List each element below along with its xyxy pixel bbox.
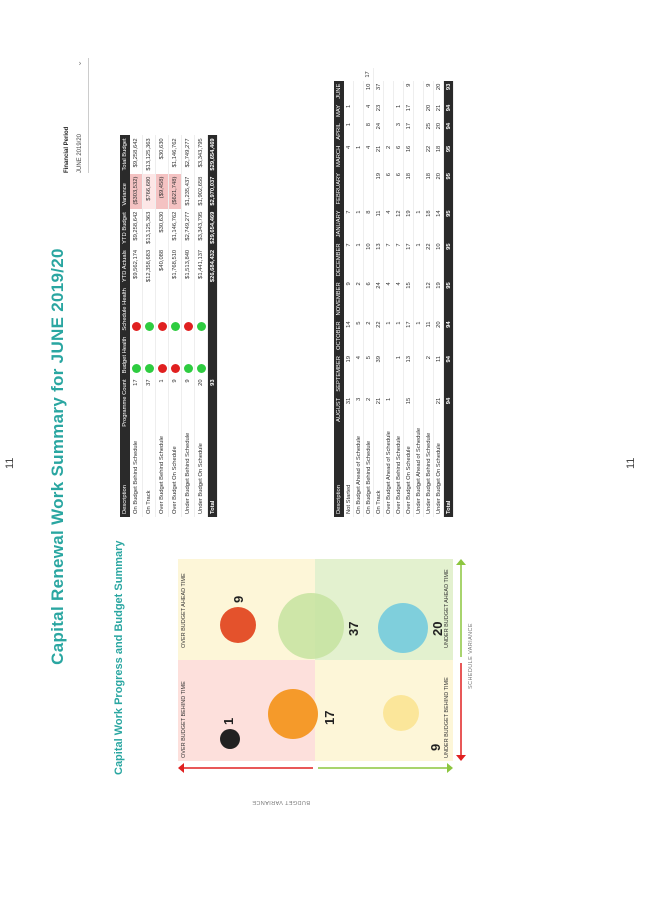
month-value: [364, 170, 374, 207]
month-value: [384, 120, 394, 143]
column-header: Programme Count: [120, 376, 130, 429]
table-row: [143, 135, 156, 517]
status-dot: [158, 322, 167, 331]
table-header-row: [120, 135, 130, 517]
ytd-actuals: $1,441,137: [195, 247, 208, 285]
page-number-top: 11: [4, 457, 16, 469]
month-value: [354, 102, 364, 120]
ytd-actuals: $40,088: [156, 247, 169, 285]
budget-summary-table: [120, 135, 218, 517]
y-axis-title: BUDGET VARIANCE: [251, 799, 310, 805]
month-value: 21: [434, 395, 444, 425]
column-header: MAY: [334, 102, 344, 120]
month-value: 12: [424, 279, 434, 318]
row-description: On Track: [143, 430, 156, 517]
row-description: On Budget Behind Schedule: [364, 425, 374, 517]
table-row: [424, 68, 434, 517]
month-value: [354, 81, 364, 102]
month-value: 6: [394, 170, 404, 207]
month-value: 9: [344, 279, 354, 318]
schedule-health-cell: [182, 285, 195, 334]
total-cell: 94: [444, 353, 454, 395]
total-cell: 94: [444, 395, 454, 425]
column-header: JUNE: [334, 81, 344, 102]
month-value: 7: [344, 207, 354, 240]
month-value: 10: [364, 81, 374, 102]
month-value: 4: [384, 279, 394, 318]
table-row: [364, 68, 374, 517]
ytd-budget: $1,146,762: [169, 209, 182, 247]
column-header: JANUARY: [334, 207, 344, 240]
chart-subtitle: Capital Work Progress and Budget Summary: [113, 540, 125, 775]
row-description: Under Budget On Schedule: [195, 430, 208, 517]
label-under-ahead: UNDER BUDGET AHEAD TIME: [444, 569, 450, 648]
month-value: 20: [424, 102, 434, 120]
month-value: 1: [354, 240, 364, 279]
row-description: Under Budget Ahead of Schedule: [414, 425, 424, 517]
column-header: Variance: [120, 174, 130, 209]
ytd-actuals: $12,358,683: [143, 247, 156, 285]
programme-count: 9: [169, 376, 182, 429]
month-value: [384, 353, 394, 395]
bubble-label: 9: [231, 595, 246, 603]
month-value: 20: [434, 81, 444, 102]
column-header: Description: [334, 425, 344, 517]
table-row: [344, 68, 354, 517]
month-value: 2: [384, 143, 394, 170]
month-value: [394, 81, 404, 102]
table-row: [195, 135, 208, 517]
column-header: NOVEMBER: [334, 279, 344, 318]
month-value: 13: [374, 240, 384, 279]
ytd-budget: $2,749,277: [182, 209, 195, 247]
month-value: 8: [364, 207, 374, 240]
status-dot: [132, 322, 141, 331]
month-value: 17: [404, 240, 414, 279]
month-value: 1: [414, 207, 424, 240]
column-header: OCTOBER: [334, 318, 344, 353]
row-description: On Budget Behind Schedule: [130, 430, 143, 517]
month-value: 7: [394, 240, 404, 279]
month-value: [414, 353, 424, 395]
month-value: 17: [404, 102, 414, 120]
budget-variance-arrows: [178, 763, 453, 773]
bubble-on-track: [278, 593, 344, 659]
month-value: 18: [424, 170, 434, 207]
row-description: Over Budget On Schedule: [169, 430, 182, 517]
variance: ($9,458): [156, 174, 169, 209]
total-budget: $3,343,795: [195, 135, 208, 173]
total-cell: 95: [444, 143, 454, 170]
label-over-behind: OVER BUDGET BEHIND TIME: [181, 681, 187, 758]
ytd-budget: $3,343,795: [195, 209, 208, 247]
ytd-actuals: $1,513,840: [182, 247, 195, 285]
status-dot: [184, 322, 193, 331]
month-value: 2: [364, 318, 374, 353]
schedule-health-cell: [143, 285, 156, 334]
variance: $766,680: [143, 174, 156, 209]
bubble-over-ahead: [220, 607, 256, 643]
month-value: 10: [364, 240, 374, 279]
total-cell: 93: [444, 81, 454, 102]
month-value: [414, 279, 424, 318]
month-value: 6: [384, 170, 394, 207]
month-value: 8: [364, 120, 374, 143]
month-value: [414, 143, 424, 170]
status-dot: [184, 364, 193, 373]
month-value: 19: [404, 207, 414, 240]
row-description: Under Budget Behind Schedule: [182, 430, 195, 517]
budget-health-cell: [182, 334, 195, 377]
month-value: 14: [344, 318, 354, 353]
total-cell: $26,684,432: [208, 247, 218, 285]
month-value: 25: [424, 120, 434, 143]
financial-period-select[interactable]: [74, 58, 89, 173]
month-value: 18: [424, 207, 434, 240]
programme-count: 1: [156, 376, 169, 429]
total-cell: $2,970,037: [208, 174, 218, 209]
total-cell: Total: [208, 430, 218, 517]
variance: ($303,532): [130, 174, 143, 209]
month-value: 1: [394, 318, 404, 353]
month-value: 22: [374, 318, 384, 353]
month-value: 24: [374, 120, 384, 143]
bubble-on-behind: [268, 689, 318, 739]
row-description: Under Budget Behind Schedule: [424, 425, 434, 517]
month-value: [344, 170, 354, 207]
chevron-down-icon[interactable]: ⌄: [74, 60, 83, 67]
status-dot: [145, 322, 154, 331]
total-budget: $2,749,277: [182, 135, 195, 173]
month-value: 17: [364, 68, 374, 80]
column-header: Schedule Health: [120, 285, 130, 334]
month-value: 1: [344, 102, 354, 120]
budget-health-cell: [169, 334, 182, 377]
month-value: [394, 395, 404, 425]
column-header: Total Budget: [120, 135, 130, 173]
schedule-health-cell: [195, 285, 208, 334]
bubble-label: 9: [428, 743, 443, 751]
bubble-label: 17: [322, 710, 337, 725]
column-header: DECEMBER: [334, 240, 344, 279]
month-value: 2: [354, 279, 364, 318]
month-value: 2: [424, 353, 434, 395]
total-cell: 94: [444, 102, 454, 120]
total-budget: $9,258,642: [130, 135, 143, 173]
ytd-budget: $13,125,363: [143, 209, 156, 247]
table-row: [182, 135, 195, 517]
month-value: [414, 120, 424, 143]
total-cell: 95: [444, 240, 454, 279]
month-value: 1: [354, 143, 364, 170]
month-value: 21: [374, 143, 384, 170]
month-value: 9: [404, 81, 414, 102]
table-row: [354, 68, 364, 517]
month-value: 1: [394, 353, 404, 395]
month-value: 20: [434, 170, 444, 207]
page-title: Capital Renewal Work Summary for JUNE 2019/20: [48, 248, 67, 665]
month-value: 1: [344, 120, 354, 143]
row-description: On Track: [374, 425, 384, 517]
table-row: [374, 68, 384, 517]
month-value: 1: [414, 240, 424, 279]
budget-health-cell: [156, 334, 169, 377]
month-value: 1: [384, 395, 394, 425]
variance: $1,902,658: [195, 174, 208, 209]
month-value: 1: [394, 102, 404, 120]
status-dot: [197, 364, 206, 373]
bubble-label: 37: [346, 621, 361, 636]
status-dot: [132, 364, 141, 373]
status-dot: [158, 364, 167, 373]
schedule-health-cell: [169, 285, 182, 334]
bubble-over-behind: [220, 729, 240, 749]
total-budget: $30,630: [156, 135, 169, 173]
total-cell: [208, 285, 218, 334]
table-row: [384, 68, 394, 517]
total-row: [208, 135, 218, 517]
budget-health-cell: [130, 334, 143, 377]
month-value: 17: [404, 318, 414, 353]
total-cell: 94: [444, 120, 454, 143]
ytd-budget: $30,630: [156, 209, 169, 247]
table-row: [414, 68, 424, 517]
month-value: [354, 120, 364, 143]
month-value: 21: [374, 395, 384, 425]
month-value: 22: [424, 143, 434, 170]
column-header: APRIL: [334, 120, 344, 143]
month-value: 4: [364, 102, 374, 120]
total-budget: $13,125,363: [143, 135, 156, 173]
month-value: 19: [374, 170, 384, 207]
row-description: Over Budget Behind Schedule: [156, 430, 169, 517]
month-value: [414, 81, 424, 102]
month-value: 20: [434, 318, 444, 353]
month-value: [414, 102, 424, 120]
month-value: 7: [344, 240, 354, 279]
total-cell: 95: [444, 207, 454, 240]
total-cell: $29,654,469: [208, 135, 218, 173]
total-cell: [208, 334, 218, 377]
month-value: 16: [404, 143, 414, 170]
budget-schedule-quadrant: [178, 559, 453, 761]
month-value: 15: [404, 395, 414, 425]
schedule-health-cell: [130, 285, 143, 334]
month-value: 21: [434, 102, 444, 120]
month-value: 1: [354, 207, 364, 240]
status-dot: [197, 322, 206, 331]
month-value: [384, 81, 394, 102]
status-dot: [171, 364, 180, 373]
month-value: 23: [374, 102, 384, 120]
row-description: Over Budget On Schedule: [404, 425, 414, 517]
row-description: Under Budget On Schedule: [434, 425, 444, 517]
bubble-label: 1: [221, 717, 236, 725]
programme-count: 17: [130, 376, 143, 429]
schedule-health-cell: [156, 285, 169, 334]
programme-count: 9: [182, 376, 195, 429]
month-value: 13: [404, 353, 414, 395]
table-row: [130, 135, 143, 517]
row-description: Not Started: [344, 425, 354, 517]
total-cell: 95: [444, 279, 454, 318]
month-value: 4: [364, 143, 374, 170]
total-cell: Total: [444, 425, 454, 517]
total-cell: 94: [444, 318, 454, 353]
column-header: YTD Actuals: [120, 247, 130, 285]
table-row: [169, 135, 182, 517]
label-over-ahead: OVER BUDGET AHEAD TIME: [181, 573, 187, 648]
variance: $1,235,437: [182, 174, 195, 209]
budget-health-cell: [195, 334, 208, 377]
month-value: 4: [344, 143, 354, 170]
month-value: [414, 395, 424, 425]
page-number-bottom: 11: [625, 457, 637, 469]
month-value: 7: [384, 240, 394, 279]
table-row: [156, 135, 169, 517]
financial-period-value: JUNE 2019/20: [77, 133, 83, 173]
status-dot: [171, 322, 180, 331]
month-value: 10: [434, 240, 444, 279]
month-value: 4: [354, 353, 364, 395]
month-value: 5: [354, 318, 364, 353]
month-value: 1: [414, 318, 424, 353]
month-value: [414, 170, 424, 207]
label-under-behind: UNDER BUDGET BEHIND TIME: [444, 677, 450, 758]
column-header: SEPTEMBER: [334, 353, 344, 395]
programme-count: 37: [143, 376, 156, 429]
table-row: [404, 68, 414, 517]
row-description: On Budget Ahead of Schedule: [354, 425, 364, 517]
month-value: 4: [394, 279, 404, 318]
variance: ($621,748): [169, 174, 182, 209]
total-budget: $1,146,762: [169, 135, 182, 173]
month-value: 18: [404, 170, 414, 207]
ytd-budget: $9,258,642: [130, 209, 143, 247]
column-header: Description: [120, 430, 130, 517]
total-cell: 95: [444, 170, 454, 207]
bubble-label: 20: [430, 621, 445, 636]
programme-count: 20: [195, 376, 208, 429]
column-header: Budget Health: [120, 334, 130, 377]
month-value: 24: [374, 279, 384, 318]
month-value: 11: [374, 207, 384, 240]
month-value: [424, 395, 434, 425]
x-axis-title: SCHEDULE VARIANCE: [468, 623, 474, 689]
month-value: 19: [434, 279, 444, 318]
month-value: 5: [364, 353, 374, 395]
total-cell: $29,654,469: [208, 209, 218, 247]
table-header-row: [334, 68, 344, 517]
status-dot: [145, 364, 154, 373]
column-header: AUGUST: [334, 395, 344, 425]
month-value: 31: [344, 395, 354, 425]
bubble-under-behind: [383, 695, 419, 731]
financial-period-label: Financial Period: [64, 126, 70, 173]
column-header: MARCH: [334, 143, 344, 170]
total-cell: 93: [208, 376, 218, 429]
month-value: 19: [344, 353, 354, 395]
row-description: Over Budget Ahead of Schedule: [384, 425, 394, 517]
month-value: 15: [404, 279, 414, 318]
month-value: [354, 170, 364, 207]
month-value: 20: [434, 120, 444, 143]
month-value: 17: [404, 120, 414, 143]
schedule-variance-arrows: [456, 559, 466, 761]
month-value: 1: [384, 318, 394, 353]
month-value: 11: [424, 318, 434, 353]
month-value: 11: [434, 353, 444, 395]
month-value: 37: [374, 81, 384, 102]
monthly-status-table: [334, 68, 454, 517]
ytd-actuals: $1,768,510: [169, 247, 182, 285]
table-row: [434, 68, 444, 517]
month-value: [344, 81, 354, 102]
month-value: 3: [354, 395, 364, 425]
column-header: YTD Budget: [120, 209, 130, 247]
month-value: [384, 102, 394, 120]
month-value: 6: [364, 279, 374, 318]
month-value: 18: [434, 143, 444, 170]
ytd-actuals: $9,562,174: [130, 247, 143, 285]
month-value: 6: [394, 143, 404, 170]
bubble-under-ahead: [378, 603, 428, 653]
row-description: Over Budget Behind Schedule: [394, 425, 404, 517]
table-row: [394, 68, 404, 517]
month-value: 14: [434, 207, 444, 240]
month-value: 4: [384, 207, 394, 240]
month-value: 9: [424, 81, 434, 102]
month-value: 39: [374, 353, 384, 395]
month-value: 12: [394, 207, 404, 240]
total-row: [444, 68, 454, 517]
month-value: 22: [424, 240, 434, 279]
column-header: FEBRUARY: [334, 170, 344, 207]
budget-health-cell: [143, 334, 156, 377]
month-value: 3: [394, 120, 404, 143]
month-value: 2: [364, 395, 374, 425]
